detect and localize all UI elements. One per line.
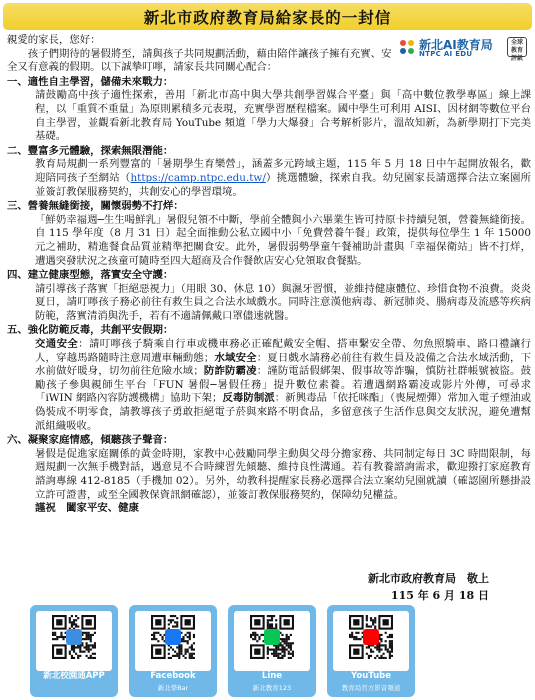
section-text: ：新興毒品「依托咪酯」（喪屍煙彈）常加入電子煙油或偽裝成不明零食，請教導孩子勇敢拒絕電子菸與來路不明食品，多留意孩子生活作息與交友狀況，避免遭幫派組織吸收。	[35, 392, 531, 432]
qr-label: 新北校園通APP	[43, 671, 105, 681]
section-text: 請鼓勵高中孩子適性探索，善用「新北市高中與大學共創學習媒合平臺」與「高中數位教學專區」線上課程，以「重質不重量」為原則累積多元表現，充實學習歷程檔案。國中學生可利用 AISI、因材網等數位平台自主學習，並觀看新北教育局 YouTube 頻道「學力大爆發」合考解析影片，溫故知新，為新學期打下完美基礎。	[35, 89, 531, 143]
youtube-icon	[363, 629, 379, 645]
section-body	[7, 89, 531, 143]
letter-intro	[7, 34, 392, 75]
qr-label: Line	[261, 671, 283, 681]
section-text: 教育局規劃一系列豐富的「暑期學生育樂營」，涵蓋多元跨域主題，115 年 5 月 18 日中午起開放報名，歡迎陪同孩子至網站（	[35, 158, 531, 184]
qr-label: YouTube	[350, 671, 392, 681]
section-keyword: 交通安全	[35, 338, 79, 351]
section-body	[7, 338, 531, 433]
qr-code-box[interactable]	[135, 611, 211, 671]
qr-label: Facebook	[150, 671, 196, 681]
section-title: 四、建立健康型態，落實安全守護：	[7, 269, 174, 282]
facebook-icon	[165, 629, 181, 645]
camp-website-link[interactable]: https://camp.ntpc.edu.tw/	[130, 171, 266, 184]
greeting: 親愛的家長，您好：	[7, 34, 101, 46]
section-body	[7, 214, 531, 268]
letter-sections	[7, 76, 531, 502]
qr-card[interactable]	[327, 605, 415, 697]
section-body	[7, 158, 531, 199]
qr-code-box[interactable]	[36, 611, 112, 671]
qr-code-box[interactable]	[234, 611, 310, 671]
signature-date: 115 年 6 月 18 日	[390, 589, 489, 602]
section-keyword: 水域安全	[214, 351, 257, 364]
closing-line: 謹祝 闔家平安、健康	[35, 502, 139, 515]
qr-card[interactable]	[228, 605, 316, 697]
section-text: 請引導孩子落實「拒絕惡視力」（用眼 30、休息 10）與濕牙習慣，並維持健康體位、珍惜食物不浪費。炎炎夏日，請叮嚀孩子務必前往有救生員之合法水域戲水。同時注意漢他病毒、新冠肺炎、腸病毒及流感等疾病防範，落實清消與洗手，若有不適請佩戴口罩儘速就醫。	[35, 282, 531, 322]
signature-block	[368, 570, 489, 604]
section-title: 二、豐富多元體驗，探索無限潛能：	[7, 144, 174, 157]
letter-title-bar	[3, 3, 532, 30]
section-title: 六、凝聚家庭情感，傾聽孩子聲音：	[7, 434, 174, 447]
section-text: ：夏日戲水請務必前往有救生員及設備之合法水域活動，下水前做好暖身，切勿前往危險水域；	[35, 351, 532, 378]
section-text: ：請叮嚀孩子騎乘自行車或機車務必正確配戴安全帽、搭車繫安全帶、勿魚照騎車、路口禮讓行人，穿越馬路隨時注意周遭車輛動態；	[35, 338, 532, 364]
section-text: ：謹防電話假綁架、假事故等詐騙，慎防社群帳號被盜。鼓勵孩子參與親師生平台「FUN 暑假─暑假任務」提升數位素養。若遭遇網路霸凌或影片外傳，可尋求「iWIN 網路內容防護機構」協助下架；	[35, 365, 532, 405]
qr-code-row	[30, 605, 510, 697]
section-keyword: 防詐防霸凌	[203, 365, 257, 378]
qr-sub-label: 新北學Bar	[157, 684, 189, 692]
section-keyword: 反毒防制派	[222, 392, 275, 405]
logo-main-text: 新北AI教育局	[419, 38, 493, 52]
qr-card[interactable]	[129, 605, 217, 697]
section-title: 五、強化防範反毒，共創平安假期：	[7, 324, 174, 337]
signature-org: 新北市政府教育局 敬上	[368, 572, 489, 585]
section-text: ）挑選體驗，探索自我。幼兒園家長請選擇合法立案園所並簽訂教保服務契約，共創安心的學習環境。	[35, 171, 532, 198]
letter-title: 新北市政府教育局給家長的一封信	[143, 7, 392, 27]
qr-code-box[interactable]	[333, 611, 409, 671]
section-body	[7, 448, 531, 502]
campus-app-icon	[66, 629, 82, 645]
section-text: 「鮮奶幸福週─生生喝鮮乳」暑假兒領不中斷，學前全體與小六畢業生皆可持原卡持續兒領，營養無縫銜接。自 115 學年度（8 月 31 日）起全面推動公私立國中小「免費營養午餐」政策，提供每位學生 1 年 15000 元之補助，精進餐食品質並精準把關食安。此外，暑假弱勢學童午餐補助計畫與「幸福保衛站」皆不打烊，遭遇突發狀況之孩童可隨時至四大超商及合作餐飲店安心兌領取食餐點。	[35, 213, 531, 267]
section-title: 一、適性自主學習，儲備未來戰力：	[7, 75, 174, 88]
line-icon	[264, 629, 280, 645]
logo-sub-text: NTPC AI EDU	[419, 50, 473, 58]
letter-body	[7, 34, 531, 516]
logo-badge: 全球 教育 評級	[507, 37, 527, 57]
qr-sub-label: 教育局官方影音頻道	[341, 684, 401, 692]
section-title: 三、營養無縫銜接，關懷弱勢不打烊：	[7, 200, 184, 213]
qr-card[interactable]	[30, 605, 118, 697]
section-body	[7, 283, 531, 324]
intro-paragraph: 孩子們期待的暑假將至，請與孩子共同規劃活動，藉由陪伴讓孩子擁有充實、安全又有意義的假期。以下誠摯叮嚀，請家長共同關心配合：	[7, 47, 392, 74]
qr-sub-label: 新北教育123	[252, 684, 292, 692]
section-text: 暑假是促進家庭關係的黃金時期，家教中心鼓勵同學主動與父母分擔家務、共同制定每日 3C 時間限制，每週規劃一次無手機對話，遇意見不合時練習先傾聽、維持良性溝通。若有教養諮詢需求，歡迎撥打家庭教育諮詢專線 412-8185（手機加 02）。另外，幼教科提醒家長務必選擇合法立案幼兒園就讀（確認園所懸掛設立許可證書，或至全國教保資訊網確認），並簽訂教保服務契約，保障幼兒權益。	[35, 447, 531, 501]
